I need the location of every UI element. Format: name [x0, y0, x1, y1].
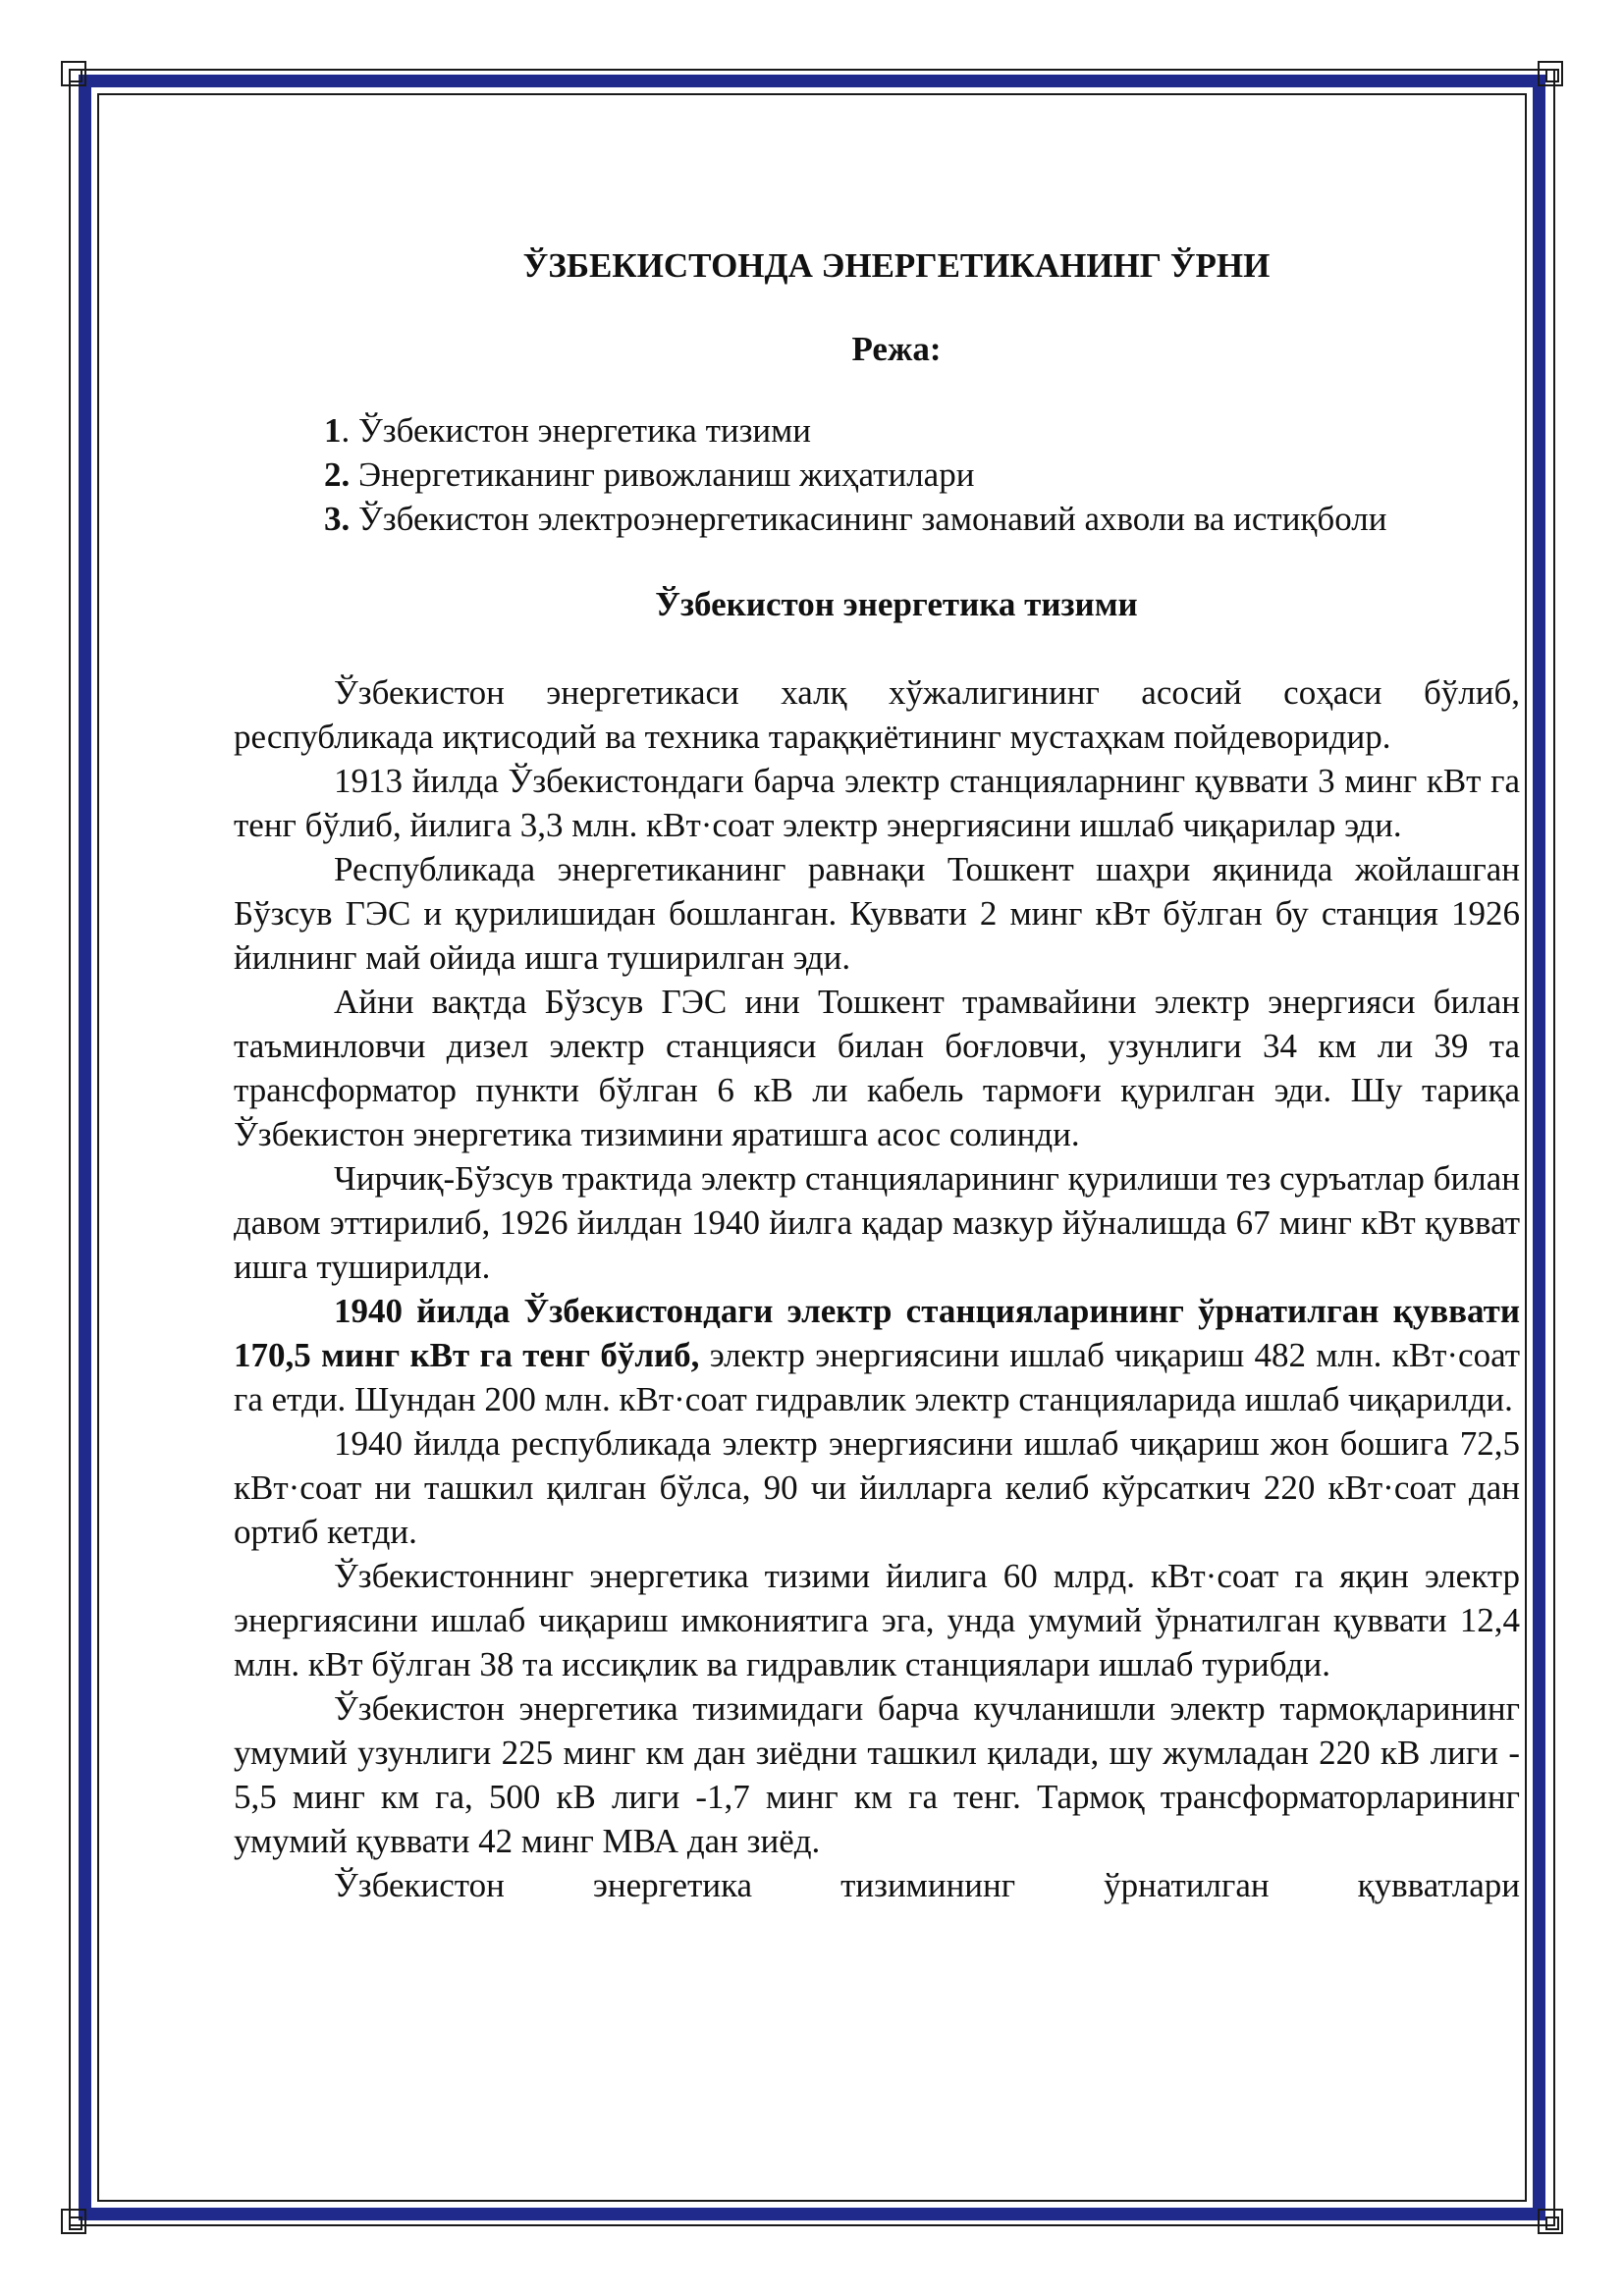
paragraph: Ўзбекистон энергетика тизимининг ўрнатилган қувватлари: [334, 1866, 1520, 1904]
paragraph: Айни вақтда Бўзсув ГЭС ини Тошкент трамвайини электр энергияси билан таъминловчи дизел электр станцияси билан боғловчи, узунлиги 34 км ли 39 та трансформатор пункти бўлган 6 кВ ли кабель тармоғи қурилган эди. Шу тариқа Ўзбекистон энергетика тизимини яратишга асос солинди.: [234, 983, 1520, 1153]
document-title: ЎЗБЕКИСТОНДА ЭНЕРГЕТИКАНИНГ ЎРНИ: [522, 246, 1271, 285]
frame-corner-ornament-bottom-right: [1538, 2209, 1563, 2234]
paragraph: 1940 йилда республикада электр энергиясини ишлаб чиқариш жон бошига 72,5 кВт·соат ни ташкил қилган бўлса, 90 чи йилларга келиб кўрсаткич 220 кВт·соат дан ортиб кетди.: [234, 1424, 1520, 1551]
plan-item-number: 2.: [324, 455, 351, 494]
paragraph: Ўзбекистон энергетикаси халқ хўжалигининг асосий соҳаси бўлиб, республикада иқтисодий ва техника тараққиётининг мустаҳкам пойдеворидир.: [234, 673, 1520, 756]
document-body: [234, 243, 1520, 1907]
frame-corner-ornament-bottom-left: [61, 2209, 86, 2234]
paragraph: Ўзбекистоннинг энергетика тизими йилига 60 млрд. кВт·соат га яқин электр энергиясини ишлаб чиқариш имкониятига эга, унда умумий ўрнатилган қуввати 12,4 млн. кВт бўлган 38 та иссиқлик ва гидравлик станциялари ишлаб турибди.: [234, 1557, 1520, 1683]
section-heading: Ўзбекистон энергетика тизими: [655, 585, 1138, 623]
plan-item-text: Ўзбекистон электроэнергетикасининг замонавий ахволи ва истиқболи: [350, 500, 1387, 538]
plan-item-number: 1: [324, 411, 342, 450]
paragraph: Ўзбекистон энергетика тизимидаги барча кучланишли электр тармоқларининг умумий узунлиги 225 минг км дан зиёдни ташкил қилади, шу жумладан 220 кВ лиги - 5,5 минг км га, 500 кВ лиги -1,7 минг км га тенг. Тармоқ трансформаторларининг умумий қуввати 42 минг МВА дан зиёд.: [234, 1689, 1520, 1860]
plan-list: [234, 408, 1520, 541]
plan-item-number: 3.: [324, 500, 351, 538]
paragraph: Чирчиқ-Бўзсув трактида электр станцияларининг қурилиши тез суръатлар билан давом эттирилиб, 1926 йилдан 1940 йилга қадар мазкур йўналишда 67 минг кВт қувват ишга туширилди.: [234, 1159, 1520, 1286]
paragraph: [234, 1289, 1520, 1421]
frame-corner-ornament-top-left: [61, 61, 86, 86]
plan-item: [324, 453, 1520, 497]
plan-item: [324, 408, 1520, 453]
paragraph: 1913 йилда Ўзбекистондаги барча электр станцияларнинг қуввати 3 минг кВт га тенг бўлиб, йилига 3,3 млн. кВт·соат электр энергиясини ишлаб чиқарилар эди.: [234, 762, 1520, 844]
paragraph-text: электр энергиясини ишлаб чиқариш 482 млн. кВт·соат га етди. Шундан 200 млн. кВт·соат гидравлик электр станцияларида ишлаб чиқарилди.: [234, 1336, 1520, 1418]
frame-corner-ornament-top-right: [1538, 61, 1563, 86]
paragraph: Республикада энергетиканинг равнақи Тошкент шаҳри яқинида жойлашган Бўзсув ГЭС и қурилишидан бошланган. Куввати 2 минг кВт бўлган бу станция 1926 йилнинг май ойида ишга туширилган эди.: [234, 850, 1520, 977]
plan-item-text: . Ўзбекистон энергетика тизими: [341, 411, 812, 450]
plan-item: [324, 497, 1520, 541]
plan-item-text: Энергетиканинг ривожланиш жиҳатилари: [350, 455, 975, 494]
plan-heading: Режа:: [851, 330, 942, 368]
paragraph-bold-lead: 1940 йилда Ўзбекистондаги электр станцияларининг ўрнатилган қуввати 170,5 минг кВт га тенг бўлиб,: [234, 1292, 1520, 1374]
